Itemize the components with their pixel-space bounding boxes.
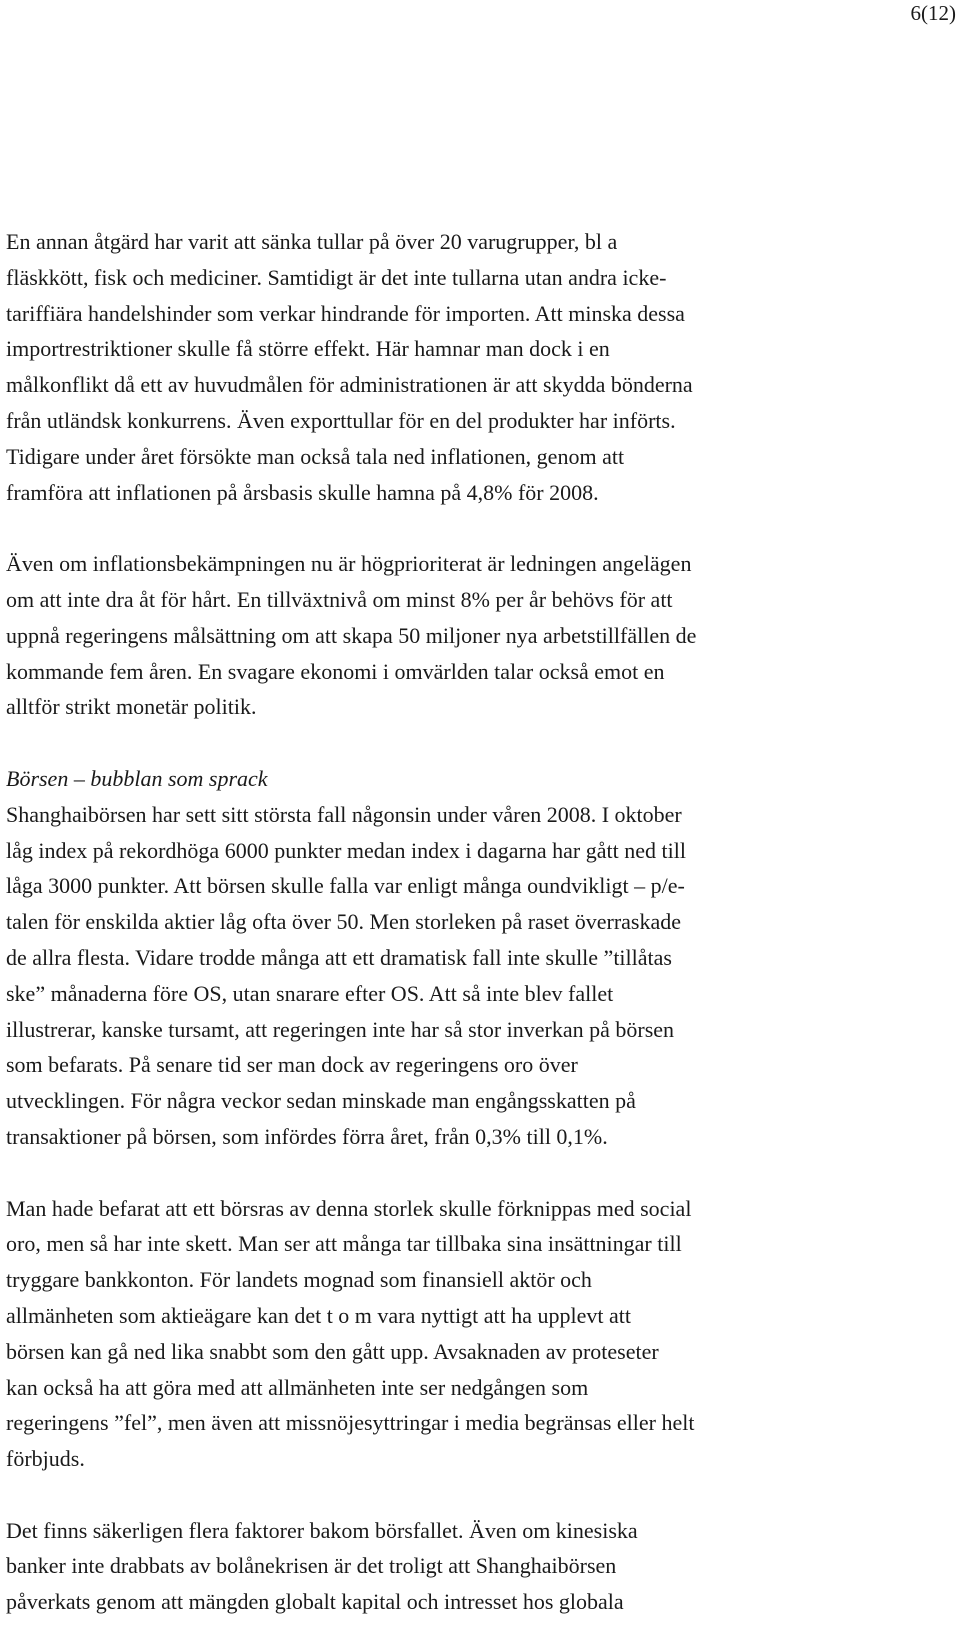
paragraph-inflation: Även om inflationsbekämpningen nu är högprioriterat är ledningen angelägen om att inte dra åt för hårt. En tillväxtnivå om minst 8% per år behövs för att uppnå regeringens målsättning om att skapa 50 miljoner nya arbetstillfällen de kommande fem åren. En svagare ekonomi i omvärlden talar också emot en alltför strikt monetär politik. (6, 551, 697, 720)
paragraph-gap (6, 725, 841, 761)
paragraph-tariffs: En annan åtgärd har varit att sänka tullar på över 20 varugrupper, bl a fläskkött, fisk och mediciner. Samtidigt är det inte tullarna utan andra icke- tariffiära handelshinder som verkar hindrande för importen. Att minska dessa importrestriktioner skulle få större effekt. Här hamnar man dock i en målkonflikt då ett av huvudmålen för administrationen är att skydda bönderna från utländsk konkurrens. Även exporttullar för en del produkter har införts. Tidigare under året försökte man också tala ned inflationen, genom att framföra att inflationen på årsbasis skulle hamna på 4,8% för 2008. (6, 229, 693, 505)
paragraph-stock-fall: Shanghaibörsen har sett sitt största fall någonsin under våren 2008. I oktober låg index på rekordhöga 6000 punkter medan index i dagarna har gått ned till låga 3000 punkter. Att börsen skulle falla var enligt många oundvikligt – p/e- talen för enskilda aktier låg ofta över 50. Men storleken på raset överraskade de allra flesta. Vidare trodde många att ett dramatisk fall inte skulle ”tillåtas ske” månaderna före OS, utan snarare efter OS. Att så inte blev fallet illustrerar, kanske tursamt, att regeringen inte har så stor inverkan på börsen som befarats. På senare tid ser man dock av regeringens oro över utvecklingen. För några veckor sedan minskade man engångsskatten på transaktioner på börsen, som infördes förra året, från 0,3% till 0,1%. (6, 801, 686, 1149)
section-heading: Börsen – bubblan som sprack (6, 765, 268, 791)
paragraph-gap (6, 510, 841, 546)
paragraph-factors: Det finns säkerligen flera faktorer bakom börsfallet. Även om kinesiska banker inte drabbats av bolånekrisen är det troligt att Shanghaibörsen påverkats genom att mängden globalt kapital och intresset hos globala (6, 1517, 638, 1615)
page-number: 6(12) (910, 1, 956, 25)
document-body (6, 224, 841, 1620)
paragraph-gap (6, 1155, 841, 1191)
paragraph-social-unrest: Man hade befarat att ett börsras av denna storlek skulle förknippas med social oro, men så har inte skett. Man ser att många tar tillbaka sina insättningar till tryggare bankkonton. För landets mognad som finansiell aktör och allmänheten som aktieägare kan det t o m vara nyttigt att ha upplevt att börsen kan gå ned lika snabbt som den gått upp. Avsaknaden av proteseter kan också ha att göra med att allmänheten inte ser nedgången som regeringens ”fel”, men även att missnöjesyttringar i media begränsas eller helt förbjuds. (6, 1195, 695, 1472)
paragraph-gap (6, 1477, 841, 1513)
